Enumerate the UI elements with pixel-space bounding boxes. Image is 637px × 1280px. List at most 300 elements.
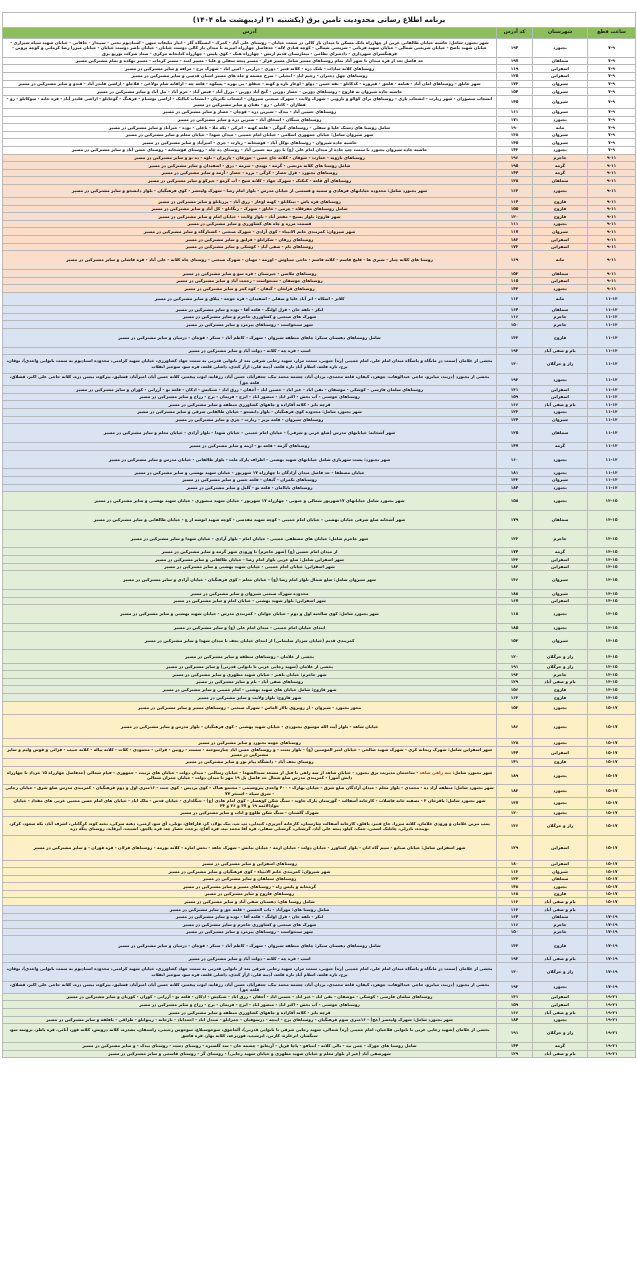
cell-time: ۱۵-۱۷ xyxy=(588,701,636,714)
table-row xyxy=(3,605,636,624)
cell-code: ۱۴۴ xyxy=(497,169,533,177)
cell-address: شهر فاروج: بلوار بسیج - مفخر آباد - بلوار ولایت - خیابان امام و سایر مشترکین در مسیر xyxy=(3,213,497,221)
table-row xyxy=(3,154,636,162)
cell-address: روستاهای بجنورد - قزل حصار - کرگی - برزه - حصار - آرمه و سایر مشترکین در مسیر xyxy=(3,169,497,177)
cell-code: ۱۸۸ xyxy=(497,590,533,598)
cell-time: ۹-۱۱ xyxy=(588,236,636,244)
cell-address: بخشی از غلامان - روستاهای منطقه و سایر مشترکین در مسیر xyxy=(3,650,497,663)
table-row xyxy=(3,251,636,270)
cell-time: ۷-۹ xyxy=(588,116,636,124)
table-row xyxy=(3,1009,636,1017)
cell-code: ۱۹۰ xyxy=(497,124,533,132)
cell-city: راز و جرگلان xyxy=(533,663,588,671)
cell-time: ۱۵-۱۷ xyxy=(588,785,636,797)
cell-time: ۱۷-۱۹ xyxy=(588,913,636,921)
cell-time: ۱۳-۱۵ xyxy=(588,492,636,511)
cell-address: گرمخانه و پلیس راه - روستاهای مسیر و سایر مشترکین در مسیر xyxy=(3,883,497,891)
cell-address: شهر فاروج: بلوار ولایت و سایر مشترکین در مسیر xyxy=(3,694,497,702)
cell-code: ۱۶۳ xyxy=(497,184,533,197)
cell-code: ۱۲۳ xyxy=(497,875,533,883)
table-row xyxy=(3,875,636,883)
cell-address: شهر بجنورد شامل: حاشیه خیابان طالقانی غربی از چهارراه بانک مسکن تا میدان بار کالی در سمت خیابان - روستای علی آباد - کمرک - ایستگاه گاز - انبار تبلیغات میهن - استادیوم تختی - سپیدار - خاقانی - خیابان شهید سپاه شیرازی - خیابان شهید ناصح - خیابان شریعتی شمالی - خیابان شهید قربانی - شریعتی شمالی - کوچه قنادی لاله - حدفاصل چهارراه امیریه تا میدان بار کالی دوست خیابان - خیابان ناصر دوست خیابان - خیابان میرزا رضا کرمانی و کوچه پروین - فرهنگسرای شهرداری - دادسرای نظامی - بیمارستان قدیم ارتش - چهارراه هتک - کوی پلیس - چهارراه کتابخانه مرکزی - ستاد شرکت توزیع برق xyxy=(3,39,497,58)
cell-address: روستاهای سملقان و سایر مشترکین در مسیر xyxy=(3,875,497,883)
cell-time: ۹-۱۱ xyxy=(588,243,636,251)
cell-address: از میدان امام حسین (ع) (شهر جاجرم) تا ورودی شهر گرمه و سایر مشترکین در مسیر xyxy=(3,548,497,556)
cell-address: شهر شیروان: کمربندی خاتم الانبیاء - کوی آزادی - شهرک صنعتی - کشتارگاه و سایر مشترکین در مسیر xyxy=(3,228,497,236)
cell-time: ۱۳-۱۵ xyxy=(588,650,636,663)
cell-time: ۷-۹ xyxy=(588,72,636,80)
table-row xyxy=(3,1024,636,1043)
cell-address: شامل روستا های جورک - چمن بید - بالی کلاته - انبیاقو - پاچا قزیل - آربعاتو - چشمه خان - سد گلستره - روستای دشت - روستای بیدک - و سایر مشترکین در مسیر xyxy=(3,1042,497,1050)
table-row xyxy=(3,424,636,443)
outage-schedule-sheet xyxy=(2,12,635,1058)
cell-city: شیروان xyxy=(533,139,588,147)
table-row xyxy=(3,921,636,929)
cell-code: ۱۲۸ xyxy=(497,177,533,185)
cell-address: روستاهای خوشتی - آب بخش - اکبر اباد - منصور اباد - ابرج - فریمان - برج - زراج و سایر مشترکین در مسیر xyxy=(3,393,497,401)
cell-code: ۱۶۴ xyxy=(497,913,533,921)
cell-time: ۷-۹ xyxy=(588,65,636,73)
cell-code: ۱۱۸ xyxy=(497,605,533,624)
cell-address: شهر فاروج: شامل خیابان های شهید بهشتی - امام خمینی و سایر مشترکین در مسیر xyxy=(3,686,497,694)
cell-time xyxy=(588,906,636,914)
cell-code: ۱۱۶ xyxy=(497,921,533,929)
cell-address: شهر جاجرم شامل: خیابان های مصطفی خمینی - خیابان امام - بلوار آزادی - خیابان شهدا و سایر مشترکین در مسیر xyxy=(3,529,497,548)
cell-city: بام و صفی آباد xyxy=(533,898,588,906)
cell-time: ۱۳-۱۵ xyxy=(588,624,636,632)
cell-address: کمربندی قدیم (خیابان سردار سلیمانی) از ابتدای خیابان نجف تا میدان شهدا و سایر مشترکین در مسیر xyxy=(3,631,497,650)
cell-code: ۱۹۳ xyxy=(497,671,533,679)
table-row xyxy=(3,913,636,921)
cell-time: ۱۳-۱۵ xyxy=(588,597,636,605)
table-row xyxy=(3,177,636,185)
cell-code: ۱۴۳ xyxy=(497,285,533,293)
cell-time: ۱۳-۱۵ xyxy=(588,663,636,671)
cell-address: روستاهای زرقان - شکرانلو - قزلیق و سایر مشترکین در مسیر xyxy=(3,236,497,244)
cell-time: ۷-۹ xyxy=(588,146,636,154)
table-row xyxy=(3,72,636,80)
cell-city: فاروج xyxy=(533,694,588,702)
table-row xyxy=(3,450,636,469)
cell-time: ۱۵-۱۷ xyxy=(588,875,636,883)
cell-address: شامل روستاهای مقرقلاه - چرمی - خانلق - شهرک - زنگانلو - کل آباد و سایر مشترکین در مسیر xyxy=(3,205,497,213)
cell-code: ۱۲۰ xyxy=(497,213,533,221)
cell-code: ۱۵۲ xyxy=(497,701,533,714)
cell-address: شهر خانلق - روستاهای امان آباد - هنامه - قلجق - فیروزه - کدکانلو - تقه حسن - دولو - اوغاز تازه و کهنه - چیقلو - بی بهره - پسکوه - قلعه چه - اراقانه شام بولاغی - قلاجلو - اراضی قلندر آباد - قندو و سایر مشترکین در مسیر xyxy=(3,80,497,88)
table-row xyxy=(3,890,636,898)
table-row xyxy=(3,139,636,147)
cell-time: ۱۳-۱۵ xyxy=(588,678,636,686)
cell-city: فاروج xyxy=(533,205,588,213)
cell-code: ۱۸۲ xyxy=(497,563,533,571)
cell-address: روستاهای گرمه - قلعه نو - ازمه و سایر مشترکین در مسیر xyxy=(3,442,497,450)
cell-city: بجنورد xyxy=(533,116,588,124)
cell-city: اسفراین xyxy=(533,65,588,73)
cell-city: جاجرم xyxy=(533,321,588,329)
cell-code: ۱۵۶ xyxy=(497,686,533,694)
cell-time: ۱۷-۱۹ xyxy=(588,981,636,993)
cell-address: روستاهای نارویه - عمارت - شوقان - کلاته حاج حسن - جوزقان - پاریزان - ناوه - ده نو و سایر مشترکین در مسیر xyxy=(3,154,497,162)
cell-code: ۱۴۲ xyxy=(497,146,533,154)
cell-code: ۱۵۳ xyxy=(497,631,533,650)
cell-time: ۱۵-۱۷ xyxy=(588,714,636,738)
cell-address: شهر بجنورد: پشت شهربازی شامل خیابانهای شهید بهشتی - اطراف پارک ملت - بلوار طالقانی - خیابان مدرس و سایر مشترکین در مسیر xyxy=(3,450,497,469)
column-header-time: ساعت قطع xyxy=(588,28,636,39)
cell-city: گرمه xyxy=(533,169,588,177)
cell-city: بام و صفی آباد xyxy=(533,906,588,914)
cell-code: ۱۴۸ xyxy=(497,883,533,891)
cell-time: ۹-۱۱ xyxy=(588,213,636,221)
cell-address: بخشی از بجنورد (دربند، میانرو، حاجی عبدالوهاب، جوهرد، کیفان، قلعه محمدی، یزدان آباد، چشمه محمد بیک، جعفرآباد، حسن آباد، زرقانه، ایوب پیغمبر، کلاته حسن آباد، امیرآباد، قشلیق، پیرکوه، بیسن دره، کلاته حاجی علی اکبر، قشلاق، قلعه جق) xyxy=(3,981,497,993)
cell-code: ۱۸۰ xyxy=(497,860,533,868)
cell-time: ۹-۱۱ xyxy=(588,205,636,213)
table-row xyxy=(3,758,636,766)
cell-address: قرچه بابر - کلاته آقازاده و چاههای کشاورزی منطقه و سایر مشترکین در مسیر xyxy=(3,401,497,409)
cell-address: شهر بجنورد شامل خیابانهای ۱۷شهریور شمالی و جنوبی - چهارراه ۱۷ شهریور - خیابان شهید منصوری - خیابان شهید بهشتی و سایر مشترکین در مسیر xyxy=(3,492,497,511)
cell-address: محور بجنورد - شیروان - از روبروی تالار الماس - شهرک صنعتی - روستاهای مسیر و سایر مشترکین در مسیر xyxy=(3,701,497,714)
cell-address: شهر شیروان: کمربندی خاتم الانبیاء - کوی فرهنگیان و سایر مشترکین در مسیر xyxy=(3,868,497,876)
cell-time: ۱۱-۱۳ xyxy=(588,424,636,443)
table-row xyxy=(3,484,636,492)
cell-time: ۱۵-۱۷ xyxy=(588,817,636,836)
cell-city: اسفراین xyxy=(533,277,588,285)
cell-time: ۱۹-۲۱ xyxy=(588,993,636,1001)
table-header xyxy=(3,28,636,39)
cell-address: روستاهای فاروج و سایر مشترکین در مسیر xyxy=(3,890,497,898)
cell-city: سملقان xyxy=(533,57,588,65)
cell-address: روستای نجف آباد - دانشگاه پیام نور و سایر مشترکین در مسیر xyxy=(3,758,497,766)
cell-code: ۱۸۹ xyxy=(497,766,533,785)
cell-city: سملقان xyxy=(533,177,588,185)
cell-city: سملقان xyxy=(533,510,588,529)
cell-address: شامل روستا های: مهرآباد - باب الحسین - قلعه جق و سایر مشترکین در مسیر xyxy=(3,906,497,914)
highlighted-address-text: سه راهی شاهد xyxy=(419,769,452,775)
table-row xyxy=(3,57,636,65)
table-row xyxy=(3,88,636,96)
cell-address: روستاهای خوشتی - آب بخش - اکبر اباد - منصور اباد - ابرج - فریمان - برج - زراج و سایر مشترکین در مسیر xyxy=(3,1001,497,1009)
cell-time: ۱۳-۱۵ xyxy=(588,590,636,598)
table-row xyxy=(3,442,636,450)
cell-city: شیروان xyxy=(533,228,588,236)
cell-city: بجنورد xyxy=(533,739,588,747)
cell-address: روستاهای تکمران - گیفان - قلعه حسن و سایر مشترکین در مسیر xyxy=(3,476,497,484)
table-row xyxy=(3,694,636,702)
cell-city: اسفراین xyxy=(533,836,588,860)
cell-city: بام و صفی آباد xyxy=(533,1050,588,1058)
cell-address: حاشیه جاده شیروان بجنورد با سمت چپ جاده از میدان امام علی (ع) تا دور تپه حسین آباد - روستای ده چاه - روستای قوشخانه - روستای حسن آباد و سایر مشترکین در مسیر xyxy=(3,146,497,154)
cell-time: ۱۳-۱۵ xyxy=(588,510,636,529)
cell-address: روستاهای بام - صفی آباد - کوشکی و سایر مشترکین در مسیر xyxy=(3,243,497,251)
cell-code: ۱۷۴ xyxy=(497,548,533,556)
cell-time: ۷-۹ xyxy=(588,39,636,58)
cell-city: بجنورد xyxy=(533,492,588,511)
cell-city: جاجرم xyxy=(533,154,588,162)
cell-code: ۱۶۸ xyxy=(497,890,533,898)
cell-code: ۱۸۱ xyxy=(497,469,533,477)
cell-time: ۱۱-۱۳ xyxy=(588,393,636,401)
cell-time: ۱۵-۱۷ xyxy=(588,809,636,817)
table-row xyxy=(3,393,636,401)
cell-city: بجنورد xyxy=(533,701,588,714)
cell-city: اسفراین xyxy=(533,243,588,251)
cell-city: فاروج xyxy=(533,890,588,898)
cell-code: ۱۱۱ xyxy=(497,220,533,228)
cell-code: ۱۳۲ xyxy=(497,556,533,564)
cell-code: ۱۵۰ xyxy=(497,321,533,329)
cell-time: ۱۳-۱۵ xyxy=(588,631,636,650)
cell-code: ۱۳۱ xyxy=(497,386,533,394)
cell-address: بخشی از غلامان (شهید رجایی غربی تا نانوایی فلاحیان، امام خمینی (ره) شمالی، شهید رجایی شرقی تا نانوایی قدرتی)، آلماجوق، سوخوسبلاغ، سوخوس رحیمی، راستقان، بشدره، کلاته درویش، کلاته قوز، آتائی، قره باطر، بروسه سو، سنگسار، اترغلره، کارتی، ابرشیب، قوربرغه، کلاته بهار، قره قاشق xyxy=(3,1024,497,1043)
cell-address: روستاهای قره باش - تیتکانلو - کهنه اوغاز - رزق آباد - پرزیانلو و سایر مشترکین در مسیر xyxy=(3,198,497,206)
cell-address: شهر بجنورد شامل: شهرک ولیعصر (عج) - ۱۶متری سوم فرهنگیان - روستاهای برج - اینچه - درسوفیان - حمزانلو - صندل اباد - احمداباد - بازخانه - زیتوانلو - طراقی - یافلقه و سایر مشترکین در مسیر xyxy=(3,1016,497,1024)
cell-code: ۱۱۴ xyxy=(497,198,533,206)
table-row xyxy=(3,898,636,906)
cell-address: شهر آشخانه: خیابانهای مدرس (ضلع غربی و شرقی) - خیابان امام خمینی - خیابان شهدا - بلوار آزادی - خیابان معلم و سایر مشترکین در مسیر xyxy=(3,424,497,443)
cell-time: ۷-۹ xyxy=(588,131,636,139)
cell-code: ۱۶۹ xyxy=(497,251,533,270)
cell-city: سملقان xyxy=(533,270,588,278)
table-row xyxy=(3,220,636,228)
cell-address: روستاهای شیروان - قلعه بربر - زیارت - چری و سایر مشترکین در مسیر xyxy=(3,416,497,424)
cell-time: ۱۱-۱۳ xyxy=(588,328,636,347)
cell-code: ۱۹۴ xyxy=(497,39,533,58)
cell-code: ۱۸۵ xyxy=(497,624,533,632)
cell-address: شهر بجنورد شامل: سه راهی شاهد - ساختمان مدیریت برق بجنورد - خیابان شاهد از سه راهی تا قبل از مسجد سیدالشهدا - خیابان رسالتی - میدان دولت - خیابان های تربیت - جمهوری - قیام شمالی (حدفاصل چهارراه ۱۵ خرداد تا چهارراه دانش آموز) - کمربندی مدرس ضلع شمال حد فاصل پل ۱۹ مهر تا میدان دولت - خیابان جمران شمالی xyxy=(3,766,497,785)
cell-time: ۹-۱۱ xyxy=(588,184,636,197)
cell-code: ۱۲۹ xyxy=(497,678,533,686)
cell-code: ۱۹۵ xyxy=(497,162,533,170)
cell-code: ۱۲۵ xyxy=(497,424,533,443)
cell-address: شهر شیروان شامل: ضلع شمال بلوار امام رضا (ع) - خیابان معلم - کوی فرهنگیان - خیابان آزادی و سایر مشترکین در مسیر xyxy=(3,571,497,590)
cell-time: ۷-۹ xyxy=(588,108,636,116)
cell-time: ۹-۱۱ xyxy=(588,220,636,228)
cell-city: شیروان xyxy=(533,571,588,590)
cell-time: ۱۱-۱۳ xyxy=(588,313,636,321)
cell-city: بجنورد xyxy=(533,809,588,817)
cell-time: ۹-۱۱ xyxy=(588,277,636,285)
cell-address: روستاهای سلمان فارسی - کوشکی - موشقان - نقی اباد - غیر اباد - حسین اباد - آجقان - رزق اباد - شنکیش - ادکان - قلعه نو - آزرانی - کوران - کوریان و سایر مشترکین در مسیر xyxy=(3,993,497,1001)
cell-address: شهر سنخواست - روستاهای پیرمرد و سایر مشترکین در مسیر xyxy=(3,321,497,329)
cell-city: شیروان xyxy=(533,590,588,598)
cell-address: شهر اسفراین شامل: خیابان صنایع - سیم گاه اتان - بلوار کشاورز - خیابان دولت - خیابان ارمه - خیابان نیایش - شهرک جاهد - بخش اماره - کلاته بوزمه - روستاهای قرلان - قره قوزان - و سایر مشترکین در مسیر xyxy=(3,836,497,860)
column-header-city: شهرستان xyxy=(533,28,588,39)
cell-code: ۱۳۸ xyxy=(497,131,533,139)
table-row xyxy=(3,292,636,305)
cell-city: اسفراین xyxy=(533,597,588,605)
cell-time: ۷-۹ xyxy=(588,124,636,132)
table-row xyxy=(3,401,636,409)
cell-city: اسفراین xyxy=(533,563,588,571)
cell-city: بام و صفی آباد xyxy=(533,401,588,409)
cell-time: ۱۵-۱۷ xyxy=(588,883,636,891)
table-row xyxy=(3,590,636,598)
cell-city: راز و جرگلان xyxy=(533,650,588,663)
table-row xyxy=(3,906,636,914)
cell-address: حد فاصل بعد از قره میدان تا شهر آباد تمام روستاهای مسیر شامل مسیر قزلر - مسیر پنجه سفلی و علیا - مسیر امند - مسیر کرماب - مسیر بهکده و تمام مشترکین مسیر xyxy=(3,57,497,65)
cell-time: ۱۱-۱۳ xyxy=(588,355,636,374)
table-row xyxy=(3,162,636,170)
table-row xyxy=(3,228,636,236)
cell-code: ۱۹۱ xyxy=(497,1024,533,1043)
cell-city: اسفراین xyxy=(533,746,588,758)
cell-city: بام و صفی آباد xyxy=(533,678,588,686)
cell-code: ۱۸۶ xyxy=(497,714,533,738)
cell-address: روستاهای آق قلعه - کنکتک - شهرک جهاد - کلاته شیخ - آب گرمو - جیرکو و سایر مشترکین در مسیر xyxy=(3,177,497,185)
cell-time: ۷-۹ xyxy=(588,88,636,96)
table-row xyxy=(3,39,636,58)
cell-code: ۱۶۰ xyxy=(497,450,533,469)
cell-code: ۱۱۹ xyxy=(497,65,533,73)
table-row xyxy=(3,270,636,278)
table-row xyxy=(3,1001,636,1009)
table-row xyxy=(3,883,636,891)
cell-address: قرچه بابر - کلاته آقازاده و چاههای کشاورزی منطقه و سایر مشترکین در مسیر xyxy=(3,1009,497,1017)
table-row xyxy=(3,243,636,251)
cell-code: ۱۸۴ xyxy=(497,484,533,492)
table-row xyxy=(3,548,636,556)
cell-address: شهر بجنورد شامل: کوی صالحیه اول و دوم - خیابان جوانان - کمربندی مدرس - خیابان شهید بهشتی و سایر مشترکین در مسیر xyxy=(3,605,497,624)
cell-time: ۱۹-۲۱ xyxy=(588,1042,636,1050)
cell-code: ۱۲۹ xyxy=(497,836,533,860)
cell-code: ۱۹۲ xyxy=(497,373,533,385)
cell-address: شهر اسفراین: خیابان امام خمینی - خیابان شهید بهشتی و سایر مشترکین در مسیر xyxy=(3,563,497,571)
table-row xyxy=(3,285,636,293)
table-row xyxy=(3,146,636,154)
cell-time: ۹-۱۱ xyxy=(588,228,636,236)
cell-code: ۱۳۱ xyxy=(497,993,533,1001)
cell-time: ۱۵-۱۷ xyxy=(588,898,636,906)
cell-address: قسمت مرزه و چاه های کشاورزی و سایر مشترکین در مسیر xyxy=(3,220,497,228)
cell-address: روستاهای باباامان - قلعه نو - گلیل و سایر مشترکین در مسیر xyxy=(3,484,497,492)
cell-time: ۱۱-۱۳ xyxy=(588,401,636,409)
cell-code: ۱۱۲ xyxy=(497,868,533,876)
cell-city: بجنورد xyxy=(533,184,588,197)
cell-code: ۱۹۲ xyxy=(497,347,533,355)
cell-city: بام و صفی آباد xyxy=(533,955,588,963)
table-row xyxy=(3,714,636,738)
cell-time: ۷-۹ xyxy=(588,139,636,147)
table-row xyxy=(3,347,636,355)
table-row xyxy=(3,624,636,632)
cell-code: ۱۶۶ xyxy=(497,401,533,409)
cell-city: بجنورد xyxy=(533,450,588,469)
cell-time: ۱۱-۱۳ xyxy=(588,442,636,450)
table-row xyxy=(3,1050,636,1058)
cell-address: شهر آشخانه ضلع شرقی خیابان بهشتی - خیابان امام خمینی - کوچه شهید مقدسی - کوچه شهید انوشه از ع - خیابان طالقانی و سایر مشترکین در مسیر xyxy=(3,510,497,529)
cell-code: ۱۷۱ xyxy=(497,116,533,124)
cell-time: ۱۹-۲۱ xyxy=(588,1001,636,1009)
cell-time: ۹-۱۱ xyxy=(588,285,636,293)
table-row xyxy=(3,492,636,511)
cell-time: ۱۳-۱۵ xyxy=(588,694,636,702)
cell-time: ۱۵-۱۷ xyxy=(588,836,636,860)
cell-city: جاجرم xyxy=(533,921,588,929)
table-row xyxy=(3,993,636,1001)
table-row xyxy=(3,766,636,785)
cell-city: گرمه xyxy=(533,442,588,450)
cell-code: ۱۳۳ xyxy=(497,936,533,955)
cell-city: شیروان xyxy=(533,80,588,88)
cell-address: شهرک های صنعتی و کشاورزی جاجرم و سایر مشترکین در مسیر xyxy=(3,921,497,929)
cell-code: ۱۱۲ xyxy=(497,292,533,305)
cell-time: ۱۷-۱۹ xyxy=(588,962,636,981)
table-row xyxy=(3,860,636,868)
cell-code: ۱۹۷ xyxy=(497,57,533,65)
table-row xyxy=(3,1016,636,1024)
outage-schedule-table xyxy=(2,12,636,1058)
cell-city: بجنورد xyxy=(533,146,588,154)
cell-address: روستاهای کلاته سادات - بلنک دره - کلاته قنبر - دوری - درازبی - امین اباد - شهرک برج - مرافه و سایر مشترکین در مسیر xyxy=(3,65,497,73)
table-row xyxy=(3,563,636,571)
cell-city: مانه xyxy=(533,124,588,132)
cell-address: بخشی از بجنورد (دربند، میانرو، حاجی عبدالوهاب، جوهرد، کیفان، قلعه محمدی، یزدان آباد، چشمه محمد بیک، جعفرآباد، حسن آباد، زرقانه، ایوب پیغمبر، کلاته حسن آباد، امیرآباد، قشلیق، پیرکوه، بیسن دره، کلاته حاجی علی اکبر، قشلاق، قلعه جق) xyxy=(3,373,497,385)
cell-city: مانه xyxy=(533,251,588,270)
cell-address: شامل روستا های دشتک علیا و سفلی - روستاهای گیوگی - قلعه کهنه - اترکی - یکه ملا - باغلی - نوده - خیرآباد و سایر مشترکین در مسیر xyxy=(3,124,497,132)
cell-address: پمپ بنزین غلامان و ورودی غلامان، کلاته میرزا، حاج قنبر، یاقلق، کارخانه آسفالت شارستان، کارخانه آجرپزی، کنیدلی، تپ تپ، بیک پولاد، کر، قاراقاق، توتلی، آق سو، ارمنی، دهنه سرکی، تخته کوه، کرگانلی، اشرف آباد، یکه سعود، کرکر، نوبنده، نادرلی، چاتلیک اسمی، جمک، کپلو، پنجه علی آباد، گرشتلی، گرشتلی سفلی، قره آقا محمد تپه، قره آقاج، برخت، حصار چه، قره یالچق، اشتیت، آبرقاید، روستای ینگه دره xyxy=(3,817,497,836)
cell-code: ۱۹۱ xyxy=(497,663,533,671)
cell-city: فاروج xyxy=(533,686,588,694)
cell-time: ۱۱-۱۳ xyxy=(588,292,636,305)
cell-address: کلاتر - اسکاه - اتر آباد علیا و سفلی - اسفیدان - قره خوجه - ییلاق و سایر مشترکین در مسیر xyxy=(3,292,497,305)
cell-time: ۱۱-۱۳ xyxy=(588,416,636,424)
cell-address: روستاهای قزلخان - گیفان - کوه کمر و سایر مشترکین در مسیر xyxy=(3,285,497,293)
cell-address: شهر بجنورد شامل: باقرخان ۳ - تصفیه خانه فاضلاب - کارخانه آسفالت - گورستان پارک جاوید - سنگ شکن کوهسار - کوی امام هادی (ع) - جنگلداری - خیابان قدس - ملک اباد - خیابان های امام حسن مجتبی غربی های مقداد - خیابان جوادالائمه ۱۹ و ۳۷ و ۲۶ و ۳۴ xyxy=(3,797,497,809)
cell-city: شیروان xyxy=(533,416,588,424)
cell-city: شیروان xyxy=(533,88,588,96)
cell-time: ۱۵-۱۷ xyxy=(588,746,636,758)
cell-time: ۱۵-۱۷ xyxy=(588,739,636,747)
cell-code: ۱۵۵ xyxy=(497,205,533,213)
cell-city: بجنورد xyxy=(533,1016,588,1024)
table-row xyxy=(3,80,636,88)
cell-code: ۱۱۷ xyxy=(497,228,533,236)
table-row xyxy=(3,510,636,529)
cell-time: ۱۵-۱۷ xyxy=(588,860,636,868)
cell-city: بام و صفی آباد xyxy=(533,1009,588,1017)
table-row xyxy=(3,469,636,477)
cell-city: گرمه xyxy=(533,162,588,170)
cell-address: روستا های کلاته چنار - شیری ها - قلیچ قاسم - کلاته قاسم - حاجی سیاوش - اوزمه - مهنان - شهرک صنعتی - روستای چاه کلاته - علی آباد - قره قاشلی و سایر مشترکین در مسیر xyxy=(3,251,497,270)
cell-code: ۱۶۷ xyxy=(497,597,533,605)
cell-code: ۱۱۶ xyxy=(497,313,533,321)
cell-time: ۱۱-۱۳ xyxy=(588,306,636,314)
cell-time: ۱۹-۲۱ xyxy=(588,1024,636,1043)
cell-code: ۱۲۰ xyxy=(497,962,533,981)
cell-time: ۷-۹ xyxy=(588,80,636,88)
cell-code: ۱۹۲ xyxy=(497,955,533,963)
cell-time: ۱۳-۱۵ xyxy=(588,548,636,556)
table-row xyxy=(3,386,636,394)
table-row xyxy=(3,408,636,416)
table-row xyxy=(3,205,636,213)
cell-code: ۱۲۵ xyxy=(497,72,533,80)
cell-code: ۱۷۲ xyxy=(497,243,533,251)
cell-time: ۹-۱۱ xyxy=(588,270,636,278)
cell-code: ۱۷۳ xyxy=(497,80,533,88)
cell-city: سملقان xyxy=(533,424,588,443)
table-row xyxy=(3,476,636,484)
table-row xyxy=(3,678,636,686)
cell-code: ۱۲۰ xyxy=(497,355,533,374)
cell-city: بام و صفی آباد xyxy=(533,347,588,355)
cell-code: ۱۸۲ xyxy=(497,236,533,244)
cell-code: ۱۲۹ xyxy=(497,1050,533,1058)
cell-city: اسفراین xyxy=(533,993,588,1001)
cell-city: اسفراین xyxy=(533,72,588,80)
cell-address: شهر بجنورد شامل: منطقه آزاد ده - محمدی - بلوار معلم - میدان آزادگان ضلع شرق - خیابان بهارک - ۴۰۰ واحدی پتروشیمی - مجتمع هتاک - کوی پردیس - کوی جنت - ۱۶متری اول و دوم فرهنگیان - کمربندی مدرس ضلع شرق - خیابان رجایی - شرق سپاه - استخر ۷۷ xyxy=(3,785,497,797)
cell-city: بجنورد xyxy=(533,220,588,228)
cell-code: ۱۴۴ xyxy=(497,1042,533,1050)
